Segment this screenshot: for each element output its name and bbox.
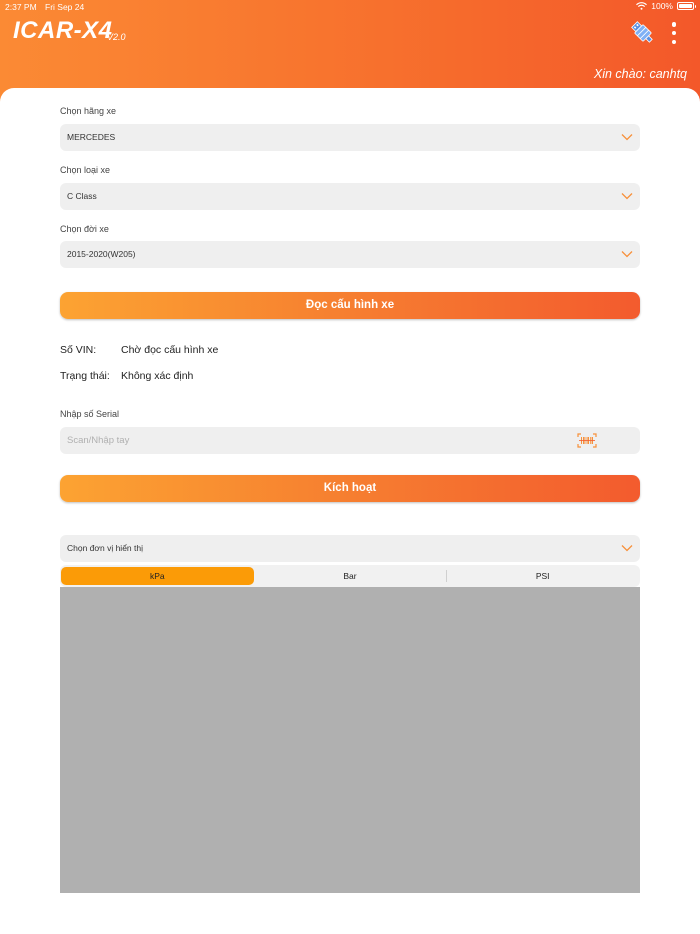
vin-label: Số VIN: xyxy=(60,344,97,356)
chevron-down-icon xyxy=(621,250,633,258)
year-select[interactable] xyxy=(60,241,640,268)
unit-segmented-control xyxy=(60,565,640,587)
serial-placeholder: Scan/Nhập tay xyxy=(67,435,130,446)
status-right xyxy=(636,1,694,11)
read-config-button[interactable]: Đọc cấu hình xe xyxy=(60,292,640,319)
wifi-icon xyxy=(636,2,647,10)
user-greeting: Xin chào: canhtq xyxy=(593,67,687,81)
tire-pressure-display-area xyxy=(60,587,640,893)
chevron-down-icon xyxy=(621,544,633,552)
status-bar xyxy=(0,0,700,14)
status-label: Trạng thái: xyxy=(60,370,110,382)
segment-bar[interactable]: Bar xyxy=(343,571,357,581)
status-date: Fri Sep 24 xyxy=(45,2,85,12)
unit-select[interactable] xyxy=(60,535,640,562)
vin-value: Chờ đọc cấu hình xe xyxy=(121,344,219,356)
status-value: Không xác định xyxy=(121,370,194,382)
model-value: C Class xyxy=(67,191,97,201)
brand-label: Chọn hãng xe xyxy=(60,106,117,116)
status-time: 2:37 PM xyxy=(5,2,37,12)
chevron-down-icon xyxy=(621,133,633,141)
segment-psi[interactable]: PSI xyxy=(446,567,639,585)
activate-button[interactable]: Kích hoạt xyxy=(60,475,640,502)
year-label: Chọn đời xe xyxy=(60,224,109,234)
serial-label: Nhập số Serial xyxy=(60,409,120,419)
unit-label: Chọn đơn vị hiển thị xyxy=(67,543,143,553)
battery-percent: 100% xyxy=(651,1,673,11)
app-version: V2.0 xyxy=(107,32,126,42)
more-vertical-icon[interactable] xyxy=(667,22,681,44)
brand-value: MERCEDES xyxy=(67,132,116,142)
brand-select[interactable] xyxy=(60,124,640,151)
model-select[interactable] xyxy=(60,183,640,210)
battery-icon xyxy=(677,2,694,10)
usb-connector-icon[interactable] xyxy=(630,20,656,46)
model-label: Chọn loại xe xyxy=(60,165,111,175)
chevron-down-icon xyxy=(621,192,633,200)
segment-kpa[interactable]: kPa xyxy=(61,567,254,585)
year-value: 2015-2020(W205) xyxy=(67,249,136,259)
app-logo: ICAR-X4 xyxy=(13,17,113,44)
serial-input[interactable] xyxy=(60,427,640,454)
barcode-scan-icon[interactable] xyxy=(577,433,597,448)
